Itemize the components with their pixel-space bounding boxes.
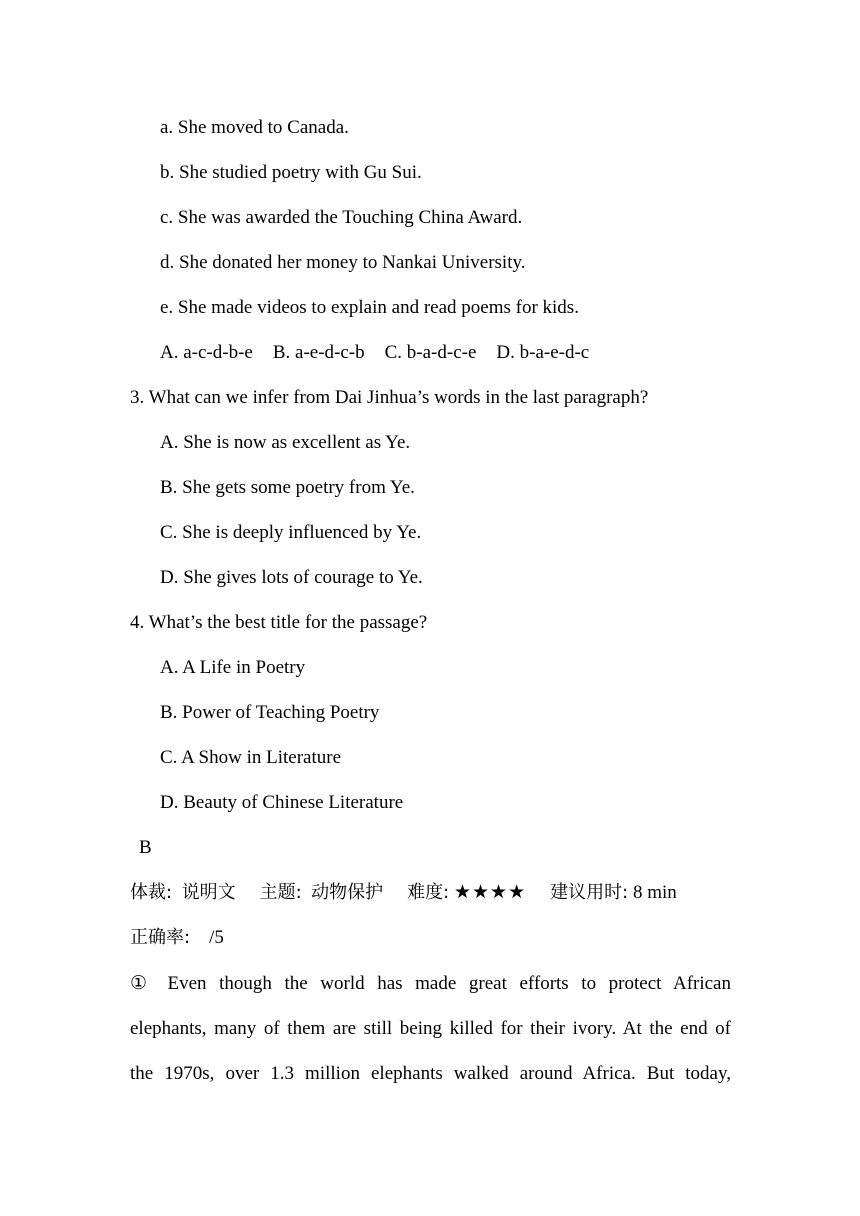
q4-option-c: C. A Show in Literature xyxy=(160,747,342,768)
sequence-item-e: e. She made videos to explain and read poems for kids. xyxy=(160,297,579,318)
q3-option-b: B. She gets some poetry from Ye. xyxy=(160,477,415,498)
q3-question: 3. What can we infer from Dai Jinhua’s words in the last paragraph? xyxy=(130,387,649,408)
time-value: 8 min xyxy=(632,882,677,903)
q4-option-a: A. A Life in Poetry xyxy=(160,657,306,678)
q2-option-a: A. a-c-d-b-e xyxy=(160,342,253,363)
topic-label: 主题: xyxy=(259,882,302,903)
passage-line-1: ① Even though the world has made great efforts to protect African xyxy=(130,973,731,994)
sequence-item-c: c. She was awarded the Touching China Award. xyxy=(160,207,523,228)
time-label: 建议用时: xyxy=(550,882,629,903)
topic-value: 动物保护 xyxy=(311,882,384,903)
q4-option-b: B. Power of Teaching Poetry xyxy=(160,702,380,723)
accuracy-value: /5 xyxy=(209,927,224,948)
q3-option-d: D. She gives lots of courage to Ye. xyxy=(160,567,423,588)
passage-line-3: the 1970s, over 1.3 million elephants walked around Africa. But today, xyxy=(130,1063,731,1084)
section-meta-row xyxy=(130,881,677,905)
accuracy-label: 正确率: xyxy=(130,927,191,948)
q3-option-a: A. She is now as excellent as Ye. xyxy=(160,432,411,453)
sequence-item-d: d. She donated her money to Nankai University. xyxy=(160,252,526,273)
difficulty-stars: ★★★★ xyxy=(453,882,527,903)
q3-option-c: C. She is deeply influenced by Ye. xyxy=(160,522,422,543)
q2-option-c: C. b-a-d-c-e xyxy=(384,342,477,363)
sequence-item-a: a. She moved to Canada. xyxy=(160,117,349,138)
sequence-item-b: b. She studied poetry with Gu Sui. xyxy=(160,162,422,183)
q2-option-b: B. a-e-d-c-b xyxy=(272,342,365,363)
q4-option-d: D. Beauty of Chinese Literature xyxy=(160,792,404,813)
genre-label: 体裁: xyxy=(130,882,173,903)
difficulty-label: 难度: xyxy=(407,882,450,903)
accuracy-row xyxy=(130,926,224,950)
genre-value: 说明文 xyxy=(181,882,236,903)
q2-options-row xyxy=(160,341,589,365)
passage-line-2: elephants, many of them are still being killed for their ivory. At the end of xyxy=(130,1018,731,1039)
section-letter: B xyxy=(139,837,152,858)
q4-question: 4. What’s the best title for the passage? xyxy=(130,612,428,633)
q2-option-d: D. b-a-e-d-c xyxy=(496,342,590,363)
